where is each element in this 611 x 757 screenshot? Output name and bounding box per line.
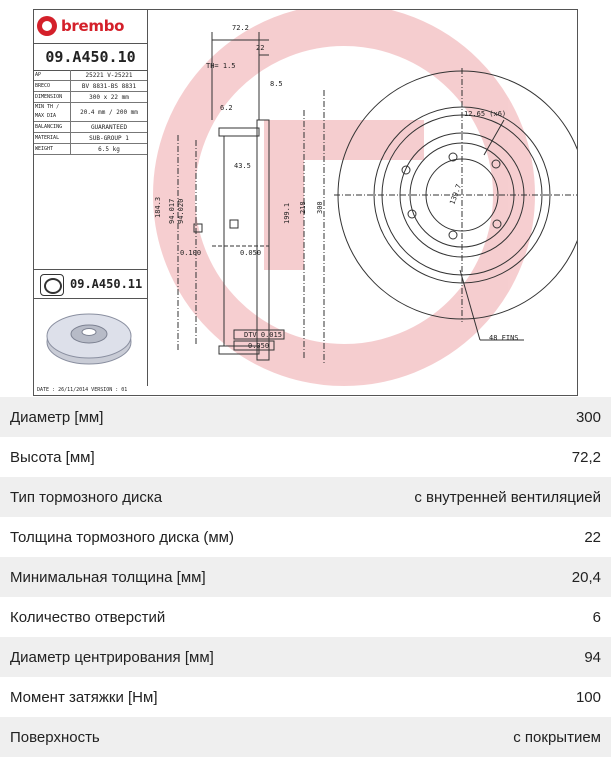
brembo-logo-icon — [37, 16, 57, 36]
spec-table-row — [34, 122, 147, 133]
spec-row — [0, 637, 611, 677]
technical-drawing — [33, 9, 578, 396]
spec-table-row — [34, 81, 147, 92]
spec-value: 20,4 — [571, 568, 601, 586]
svg-text:72.2: 72.2 — [232, 24, 249, 32]
spec-table-row — [34, 144, 147, 155]
spec-row — [0, 437, 611, 477]
spec-label: Диаметр центрирования [мм] — [10, 648, 214, 666]
svg-text:6.2: 6.2 — [220, 104, 233, 112]
spec-value: 25221 V-25221 — [71, 70, 148, 81]
disc-thumbnail — [44, 306, 134, 370]
spec-value: 300 — [575, 408, 601, 426]
spec-table-row — [34, 103, 147, 122]
spec-label: Высота [мм] — [10, 448, 95, 466]
date-line: DATE : 26/11/2014 VERSION : 01 — [37, 387, 128, 393]
spec-table-row — [34, 133, 147, 144]
spec-row — [0, 517, 611, 557]
spec-row — [0, 677, 611, 717]
svg-text:184.3: 184.3 — [154, 196, 162, 218]
spec-value: с внутренней вентиляцией — [414, 488, 601, 506]
spec-row — [0, 597, 611, 637]
svg-text:22: 22 — [256, 44, 265, 52]
svg-text:DTV 0.015: DTV 0.015 — [244, 331, 282, 339]
spec-label: Момент затяжки [Нм] — [10, 688, 158, 706]
spec-value: 20.4 mm / 200 mm — [71, 103, 148, 122]
svg-text:0.050: 0.050 — [240, 249, 262, 257]
svg-text:12.65 (x6): 12.65 (x6) — [464, 110, 507, 118]
spec-label: Количество отверстий — [10, 608, 166, 626]
alt-part-icon — [40, 274, 64, 296]
spec-key: MIN TH / MAX DIA — [34, 103, 71, 122]
spec-row — [0, 717, 611, 757]
spec-row — [0, 477, 611, 517]
svg-text:94.017: 94.017 — [168, 198, 176, 224]
svg-text:8.5: 8.5 — [270, 80, 283, 88]
svg-text:43.5: 43.5 — [234, 162, 251, 170]
spec-label: Минимальная толщина [мм] — [10, 568, 206, 586]
spec-key: MATERIAL — [34, 133, 71, 144]
spec-value: 300 x 22 mm — [71, 92, 148, 103]
spec-value: 22 — [584, 528, 601, 546]
spec-value: BV 8831-BS 8831 — [71, 81, 148, 92]
brand-name: brembo — [61, 17, 125, 35]
svg-text:218: 218 — [299, 201, 307, 214]
svg-text:199.1: 199.1 — [283, 202, 291, 224]
spec-key: AP — [34, 70, 71, 81]
part-number: 09.A450.10 — [34, 43, 147, 71]
spec-label: Поверхность — [10, 728, 100, 746]
svg-text:139.7: 139.7 — [448, 183, 464, 206]
spec-table — [34, 70, 147, 155]
spec-label: Диаметр [мм] — [10, 408, 104, 426]
spec-value: SUB-GROUP 1 — [71, 133, 148, 144]
spec-value: 100 — [575, 688, 601, 706]
spec-value: 94 — [584, 648, 601, 666]
svg-text:94.020: 94.020 — [177, 198, 185, 224]
spec-row — [0, 557, 611, 597]
spec-row — [0, 397, 611, 437]
spec-key: WEIGHT — [34, 144, 71, 155]
alt-part — [34, 269, 147, 299]
spec-key: BRECO — [34, 81, 71, 92]
spec-table-row — [34, 92, 147, 103]
svg-text:48 FINS: 48 FINS — [489, 334, 519, 342]
svg-text:0.100: 0.100 — [180, 249, 202, 257]
spec-value: GUARANTEED — [71, 122, 148, 133]
spec-value: 6 — [592, 608, 601, 626]
brand-logo — [37, 13, 145, 39]
spec-table-row — [34, 70, 147, 81]
spec-label: Тип тормозного диска — [10, 488, 163, 506]
spec-key: BALANCING — [34, 122, 71, 133]
svg-text:0.050: 0.050 — [248, 342, 270, 350]
svg-text:TH= 1.5: TH= 1.5 — [206, 62, 236, 70]
svg-text:300: 300 — [316, 201, 324, 214]
spec-value: 6.5 kg — [71, 144, 148, 155]
spec-value: 72,2 — [571, 448, 601, 466]
spec-value: с покрытием — [513, 728, 601, 746]
spec-key: DIMENSION — [34, 92, 71, 103]
spec-label: Толщина тормозного диска (мм) — [10, 528, 234, 546]
title-block — [34, 10, 148, 386]
alt-part-number: 09.A450.11 — [70, 277, 143, 291]
